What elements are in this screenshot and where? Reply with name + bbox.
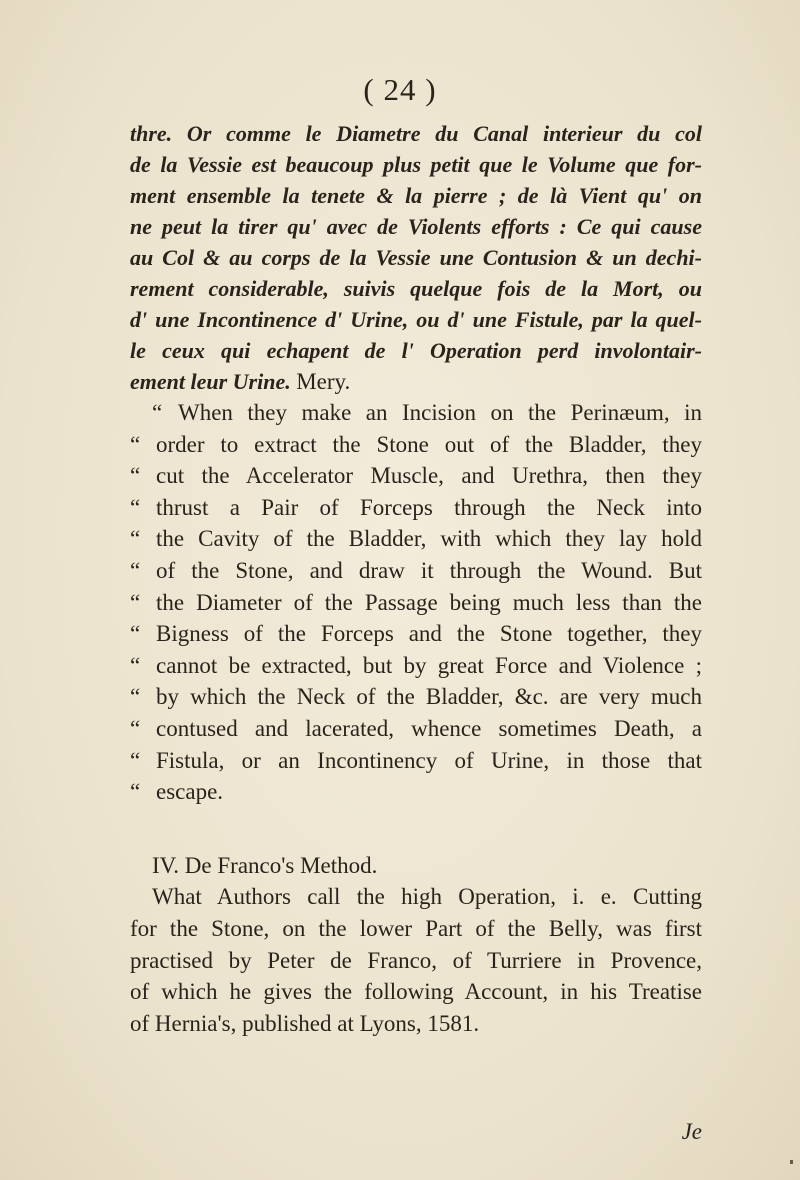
section-heading: IV. De Franco's Method. <box>152 852 378 878</box>
quote-line: “ When they make an Incision on the Perinæum, in <box>152 400 702 425</box>
french-line: ment ensemble la tenete & la pierre ; de là Vient qu' on <box>130 183 702 208</box>
quote-line: “ the Diameter of the Passage being much less than the <box>130 589 702 615</box>
quote-line: “ cannot be extracted, but by great Force and Violence ; <box>130 652 702 678</box>
french-source: Mery. <box>296 369 351 394</box>
translation-quote <box>130 397 702 808</box>
quote-line: “ cut the Accelerator Muscle, and Urethra, then they <box>130 463 702 489</box>
french-last-line <box>130 366 702 397</box>
section-line: for the Stone, on the lower Part of the Belly, was first <box>130 915 702 941</box>
quote-line: “ of the Stone, and draw it through the Wound. But <box>130 557 702 583</box>
text-block <box>130 118 702 1039</box>
section-line: What Authors call the high Operation, i. e. Cutting <box>152 884 702 910</box>
french-line: rement considerable, suivis quelque fois de la Mort, ou <box>130 276 702 301</box>
french-line: thre. Or comme le Diametre du Canal interieur du col <box>130 121 702 146</box>
french-line: ne peut la tirer qu' avec de Violents efforts : Ce qui cause <box>130 214 702 239</box>
section-last-line: of Hernia's, published at Lyons, 1581. <box>130 1010 480 1036</box>
quote-line: “ contused and lacerated, whence sometimes Death, a <box>130 715 702 741</box>
french-line: de la Vessie est beaucoup plus petit que le Volume que for- <box>130 152 702 177</box>
quote-line: “ Bigness of the Forceps and the Stone together, they <box>130 621 702 647</box>
page-speck <box>790 1160 793 1164</box>
quote-line: “ thrust a Pair of Forceps through the Neck into <box>130 494 702 520</box>
french-line: au Col & au corps de la Vessie une Contusion & un dechi- <box>130 245 702 270</box>
page-number: ( 24 ) <box>363 72 437 107</box>
section-line: of which he gives the following Account, in his Treatise <box>130 979 702 1005</box>
quote-line: “ the Cavity of the Bladder, with which they lay hold <box>130 526 702 552</box>
quote-line: “ by which the Neck of the Bladder, &c. are very much <box>130 684 702 710</box>
quote-line: “ order to extract the Stone out of the Bladder, they <box>130 431 702 457</box>
french-end: ement leur Urine. <box>130 369 291 394</box>
section-line: practised by Peter de Franco, of Turriere in Provence, <box>130 947 702 973</box>
french-line: le ceux qui echapent de l' Operation perd involontair- <box>130 338 702 363</box>
catchword: Je <box>681 1119 702 1144</box>
quote-line: “ Fistula, or an Incontinency of Urine, in those that <box>130 747 702 773</box>
french-line: d' une Incontinence d' Urine, ou d' une Fistule, par la quel- <box>130 307 702 332</box>
quote-line: “ escape. <box>130 779 224 805</box>
